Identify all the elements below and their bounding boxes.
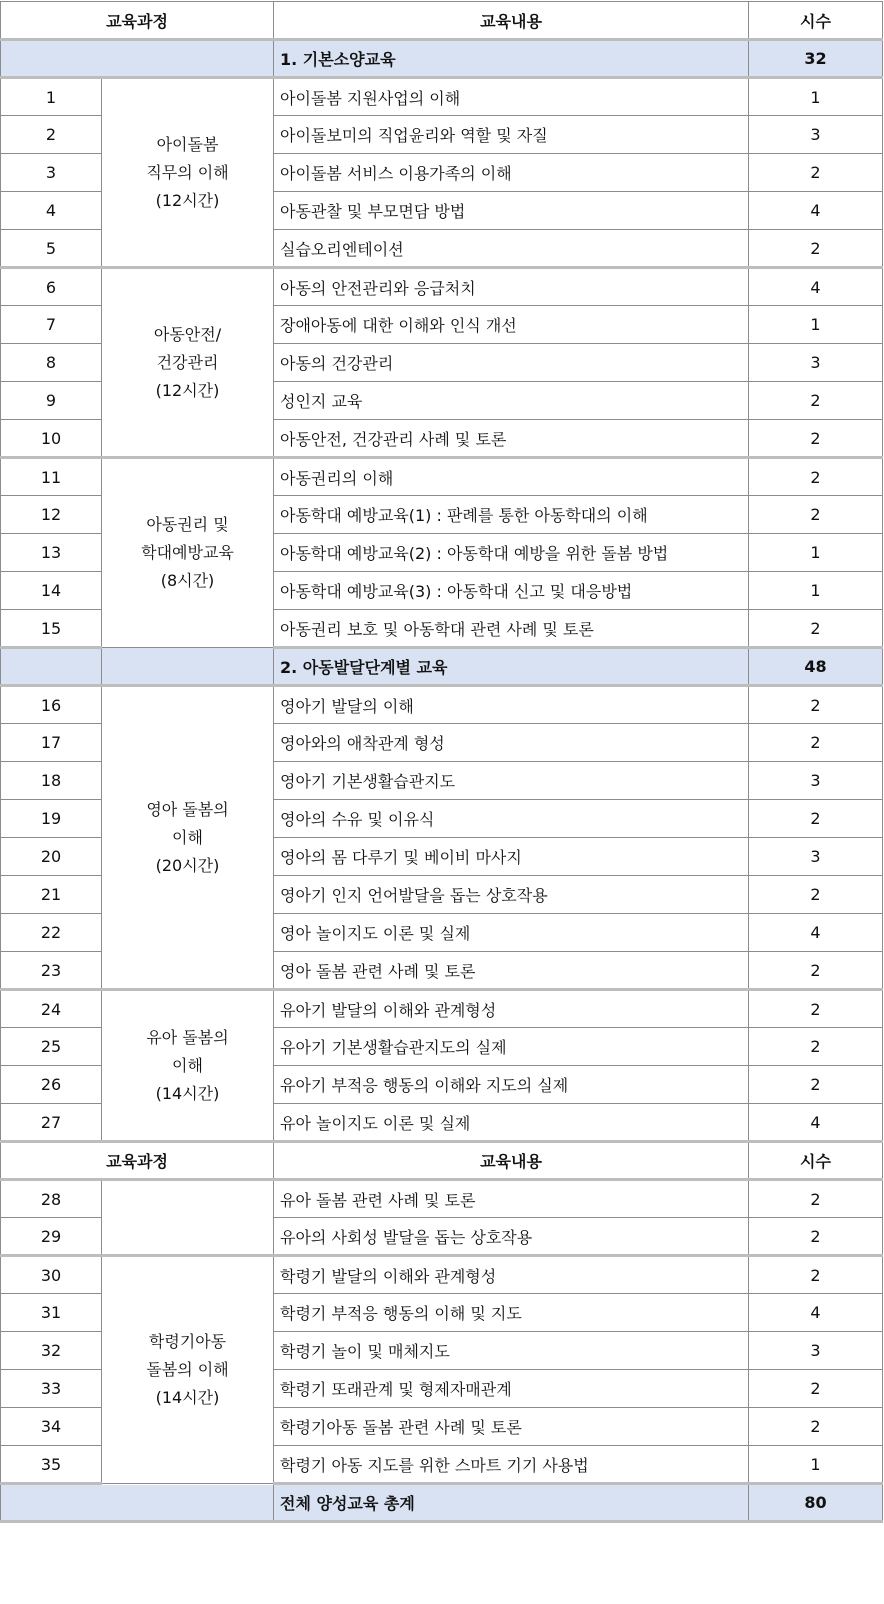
- course-group: 영아 돌봄의 이해 (20시간): [102, 686, 274, 990]
- row-content: 학령기 발달의 이해와 관계형성: [274, 1256, 749, 1294]
- row-hours: 1: [749, 1446, 883, 1484]
- row-number: 20: [1, 838, 102, 876]
- total-spacer: [1, 1484, 274, 1522]
- row-number: 8: [1, 344, 102, 382]
- course-group: 아이돌봄 직무의 이해 (12시간): [102, 78, 274, 268]
- section-title: 1. 기본소양교육: [274, 40, 749, 78]
- row-hours: 2: [749, 952, 883, 990]
- section-spacer: [102, 648, 274, 686]
- row-content: 영아 놀이지도 이론 및 실제: [274, 914, 749, 952]
- section-spacer: [1, 40, 274, 78]
- row-number: 14: [1, 572, 102, 610]
- row-number: 5: [1, 230, 102, 268]
- row-content: 유아 놀이지도 이론 및 실제: [274, 1104, 749, 1142]
- row-number: 28: [1, 1180, 102, 1218]
- row-number: 32: [1, 1332, 102, 1370]
- row-number: 4: [1, 192, 102, 230]
- row-content: 아이돌봄 서비스 이용가족의 이해: [274, 154, 749, 192]
- row-number: 19: [1, 800, 102, 838]
- table-row: [1, 458, 883, 496]
- row-hours: 2: [749, 800, 883, 838]
- row-number: 31: [1, 1294, 102, 1332]
- total-hours: 80: [749, 1484, 883, 1522]
- row-hours: 2: [749, 1370, 883, 1408]
- row-content: 학령기아동 돌봄 관련 사례 및 토론: [274, 1408, 749, 1446]
- table-row: [1, 78, 883, 116]
- row-number: 7: [1, 306, 102, 344]
- row-number: 9: [1, 382, 102, 420]
- header-content: 교육내용: [274, 2, 749, 40]
- section-row-development: [1, 648, 883, 686]
- row-number: 18: [1, 762, 102, 800]
- row-content: 영아와의 애착관계 형성: [274, 724, 749, 762]
- row-content: 아동학대 예방교육(1) : 판례를 통한 아동학대의 이해: [274, 496, 749, 534]
- row-hours: 2: [749, 1180, 883, 1218]
- row-content: 아이돌보미의 직업윤리와 역할 및 자질: [274, 116, 749, 154]
- row-hours: 2: [749, 458, 883, 496]
- row-hours: 2: [749, 420, 883, 458]
- header-content: 교육내용: [274, 1142, 749, 1180]
- row-content: 아이돌봄 지원사업의 이해: [274, 78, 749, 116]
- row-hours: 2: [749, 230, 883, 268]
- row-content: 아동안전, 건강관리 사례 및 토론: [274, 420, 749, 458]
- row-number: 16: [1, 686, 102, 724]
- row-content: 학령기 아동 지도를 위한 스마트 기기 사용법: [274, 1446, 749, 1484]
- row-hours: 2: [749, 990, 883, 1028]
- row-number: 23: [1, 952, 102, 990]
- row-hours: 1: [749, 78, 883, 116]
- row-content: 영아의 몸 다루기 및 베이비 마사지: [274, 838, 749, 876]
- row-number: 10: [1, 420, 102, 458]
- row-content: 학령기 또래관계 및 형제자매관계: [274, 1370, 749, 1408]
- row-number: 29: [1, 1218, 102, 1256]
- row-number: 27: [1, 1104, 102, 1142]
- row-hours: 2: [749, 1066, 883, 1104]
- section-spacer: [1, 648, 102, 686]
- row-content: 아동의 건강관리: [274, 344, 749, 382]
- row-hours: 2: [749, 382, 883, 420]
- row-content: 아동의 안전관리와 응급처치: [274, 268, 749, 306]
- header-course: 교육과정: [1, 1142, 274, 1180]
- row-content: 아동권리의 이해: [274, 458, 749, 496]
- row-content: 장애아동에 대한 이해와 인식 개선: [274, 306, 749, 344]
- row-number: 13: [1, 534, 102, 572]
- row-content: 영아기 발달의 이해: [274, 686, 749, 724]
- row-number: 21: [1, 876, 102, 914]
- row-number: 1: [1, 78, 102, 116]
- row-hours: 4: [749, 192, 883, 230]
- row-hours: 1: [749, 534, 883, 572]
- course-group: 아동안전/ 건강관리 (12시간): [102, 268, 274, 458]
- section-title: 2. 아동발달단계별 교육: [274, 648, 749, 686]
- row-number: 26: [1, 1066, 102, 1104]
- row-number: 2: [1, 116, 102, 154]
- row-hours: 2: [749, 876, 883, 914]
- total-row: [1, 1484, 883, 1522]
- row-content: 영아기 인지 언어발달을 돕는 상호작용: [274, 876, 749, 914]
- row-content: 실습오리엔테이션: [274, 230, 749, 268]
- row-number: 6: [1, 268, 102, 306]
- row-number: 35: [1, 1446, 102, 1484]
- row-hours: 2: [749, 1028, 883, 1066]
- row-hours: 3: [749, 838, 883, 876]
- row-number: 34: [1, 1408, 102, 1446]
- table-row: [1, 990, 883, 1028]
- row-hours: 4: [749, 1294, 883, 1332]
- row-hours: 2: [749, 1256, 883, 1294]
- row-content: 아동학대 예방교육(2) : 아동학대 예방을 위한 돌봄 방법: [274, 534, 749, 572]
- header-hours: 시수: [749, 1142, 883, 1180]
- row-content: 학령기 부적응 행동의 이해 및 지도: [274, 1294, 749, 1332]
- row-content: 영아 돌봄 관련 사례 및 토론: [274, 952, 749, 990]
- row-content: 아동학대 예방교육(3) : 아동학대 신고 및 대응방법: [274, 572, 749, 610]
- row-content: 유아기 부적응 행동의 이해와 지도의 실제: [274, 1066, 749, 1104]
- row-hours: 4: [749, 268, 883, 306]
- row-number: 22: [1, 914, 102, 952]
- row-hours: 2: [749, 686, 883, 724]
- section-hours: 32: [749, 40, 883, 78]
- row-hours: 3: [749, 116, 883, 154]
- row-content: 학령기 놀이 및 매체지도: [274, 1332, 749, 1370]
- row-hours: 2: [749, 1408, 883, 1446]
- row-hours: 1: [749, 306, 883, 344]
- row-hours: 2: [749, 154, 883, 192]
- table-row: [1, 268, 883, 306]
- header-hours: 시수: [749, 2, 883, 40]
- section-row-basic: [1, 40, 883, 78]
- table-header-row-repeat: [1, 1142, 883, 1180]
- row-hours: 2: [749, 724, 883, 762]
- row-hours: 3: [749, 762, 883, 800]
- row-hours: 3: [749, 344, 883, 382]
- row-number: 30: [1, 1256, 102, 1294]
- row-hours: 3: [749, 1332, 883, 1370]
- table-row: [1, 686, 883, 724]
- course-group: 아동권리 및 학대예방교육 (8시간): [102, 458, 274, 648]
- section-hours: 48: [749, 648, 883, 686]
- row-number: 25: [1, 1028, 102, 1066]
- row-content: 영아기 기본생활습관지도: [274, 762, 749, 800]
- row-content: 유아기 발달의 이해와 관계형성: [274, 990, 749, 1028]
- row-hours: 2: [749, 496, 883, 534]
- row-content: 아동관찰 및 부모면담 방법: [274, 192, 749, 230]
- course-group: 유아 돌봄의 이해 (14시간): [102, 990, 274, 1142]
- row-content: 영아의 수유 및 이유식: [274, 800, 749, 838]
- row-content: 유아 돌봄 관련 사례 및 토론: [274, 1180, 749, 1218]
- row-hours: 2: [749, 610, 883, 648]
- row-hours: 1: [749, 572, 883, 610]
- row-number: 11: [1, 458, 102, 496]
- course-group: 학령기아동 돌봄의 이해 (14시간): [102, 1256, 274, 1484]
- course-group: [102, 1180, 274, 1256]
- row-number: 3: [1, 154, 102, 192]
- row-number: 33: [1, 1370, 102, 1408]
- curriculum-table: [0, 1, 883, 1523]
- row-hours: 2: [749, 1218, 883, 1256]
- table-row: [1, 1256, 883, 1294]
- header-course: 교육과정: [1, 2, 274, 40]
- row-number: 24: [1, 990, 102, 1028]
- table-header-row: [1, 2, 883, 40]
- row-hours: 4: [749, 1104, 883, 1142]
- row-content: 성인지 교육: [274, 382, 749, 420]
- row-number: 17: [1, 724, 102, 762]
- row-hours: 4: [749, 914, 883, 952]
- row-content: 유아기 기본생활습관지도의 실제: [274, 1028, 749, 1066]
- row-content: 아동권리 보호 및 아동학대 관련 사례 및 토론: [274, 610, 749, 648]
- total-label: 전체 양성교육 총계: [274, 1484, 749, 1522]
- row-number: 12: [1, 496, 102, 534]
- table-row: [1, 1180, 883, 1218]
- row-number: 15: [1, 610, 102, 648]
- row-content: 유아의 사회성 발달을 돕는 상호작용: [274, 1218, 749, 1256]
